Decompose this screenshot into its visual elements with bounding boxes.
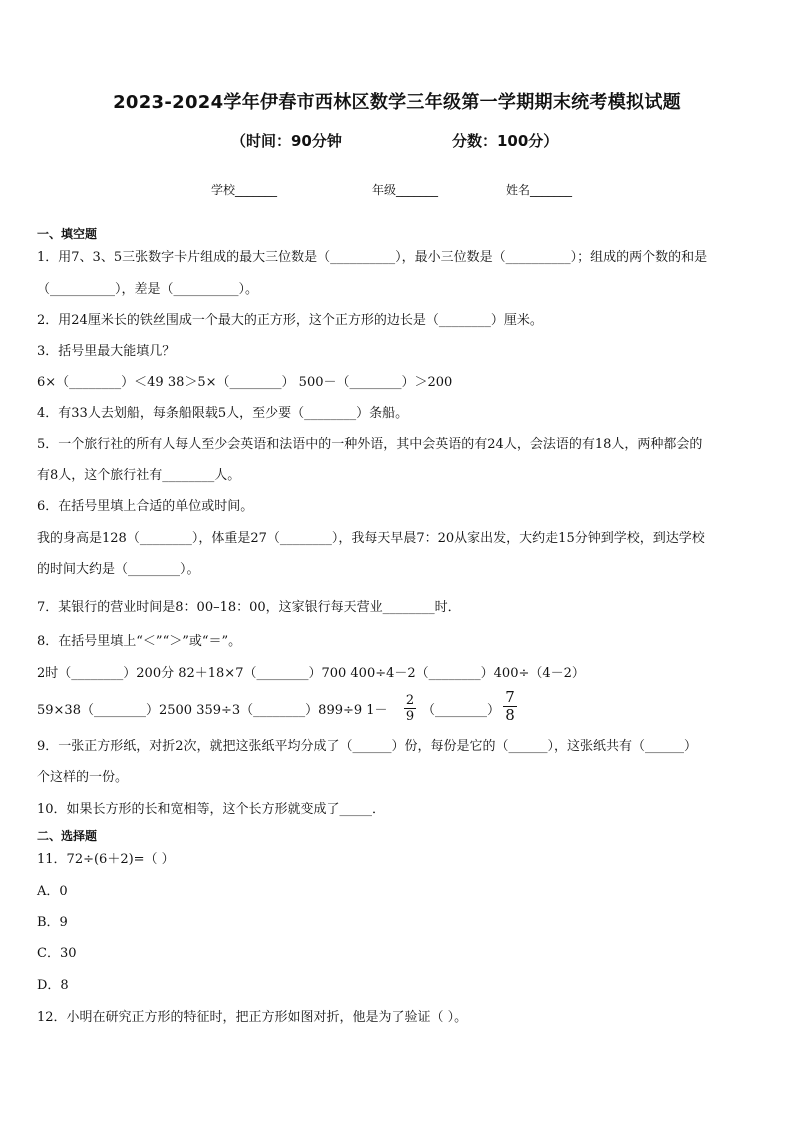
question-line: 8．在括号里填上“＜”“＞”或“＝”。 [37,634,242,649]
fraction-denominator: 9 [405,709,415,724]
fraction-2-9 [404,694,416,723]
question-line: 6．在括号里填上合适的单位或时间。 [37,499,254,514]
question-line: 59×38（________）2500 359÷3（________）899÷9 1－ [37,703,388,718]
name-field: 姓名_______ [506,183,573,197]
exam-score: 分数：100分） [452,132,559,150]
exam-title: 2023-2024学年伊春市西林区数学三年级第一学期期末统考模拟试题 [113,92,681,113]
fraction-denominator: 8 [505,706,515,724]
question-line: 的时间大约是（________）。 [37,562,200,577]
option-line: C．30 [37,946,77,961]
question-line: 9．一张正方形纸，对折2次，就把这张纸平均分成了（______）份，每份是它的（______），这张纸共有（______） [37,739,698,754]
exam-time: （时间：90分钟 [231,132,342,150]
question-line: 12．小明在研究正方形的特征时，把正方形如图对折，他是为了验证（ ）。 [37,1010,468,1025]
section-heading-fill-blank: 一、填空题 [37,227,98,241]
fraction-numerator: 2 [405,693,415,708]
question-line: 2．用24厘米长的铁丝围成一个最大的正方形，这个正方形的边长是（________）厘米。 [37,313,543,328]
fraction-7-8 [503,690,517,723]
question-line: 10．如果长方形的长和宽相等，这个长方形就变成了_____． [37,802,386,817]
option-line: A．0 [37,884,68,899]
question-line: 个这样的一份。 [37,770,129,785]
question-line: 3．括号里最大能填几？ [37,344,176,359]
answer-blank: （________） [422,703,501,718]
school-field: 学校_______ [211,183,278,197]
question-line: 5．一个旅行社的所有人每人至少会英语和法语中的一种外语，其中会英语的有24人，会法语的有18人，两种都会的 [37,437,703,452]
question-line: 7．某银行的营业时间是8：00–18：00，这家银行每天营业________时． [37,600,461,615]
question-line: 我的身高是128（________），体重是27（________），我每天早晨7：20从家出发，大约走15分钟到学校，到达学校 [37,531,705,546]
grade-field: 年级_______ [372,183,439,197]
fraction-numerator: 7 [505,688,515,706]
question-line: 有8人，这个旅行社有________人。 [37,468,241,483]
option-line: B．9 [37,915,68,930]
question-line: （__________），差是（__________）。 [37,282,259,297]
section-heading-choice: 二、选择题 [37,829,98,843]
question-line: 11．72÷(6＋2)=（ ） [37,852,175,867]
question-line: 1．用7、3、5三张数字卡片组成的最大三位数是（__________），最小三位数是（__________）；组成的两个数的和是 [37,250,708,265]
question-line: 4．有33人去划船，每条船限载5人，至少要（________）条船。 [37,406,409,421]
question-line: 2时（________）200分 82＋18×7（________）700 400÷4－2（________）400÷（4－2） [37,666,585,681]
option-line: D．8 [37,978,69,993]
question-line: 6×（________）＜49 38＞5×（________） 500－（________）＞200 [37,375,453,390]
